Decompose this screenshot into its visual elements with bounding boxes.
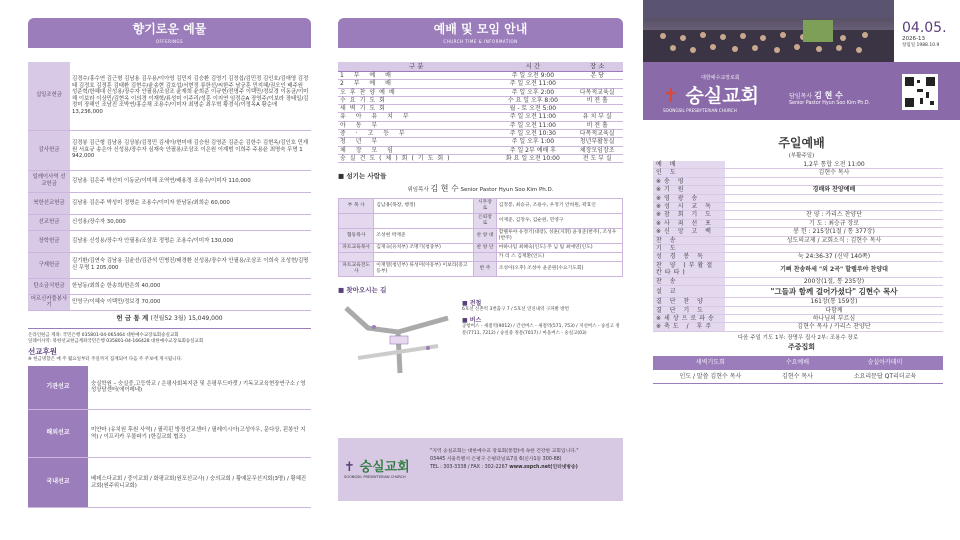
subway-title: 전철: [469, 300, 482, 308]
service-detail: 161장(통 159장): [725, 298, 943, 306]
map-graphic: [338, 298, 456, 376]
service-item: 결 단 기 도: [653, 306, 725, 314]
staff-label: 부 목 사: [339, 199, 374, 214]
schedule-time: 주 일 오후 2:00: [494, 88, 571, 96]
staff-label: 협동목사: [339, 229, 374, 244]
staff-value: 김재숙(유치부) 조명기(청중부): [374, 244, 474, 253]
offering-row: [28, 278, 311, 294]
offering-row: [28, 230, 311, 252]
offerings-header: [28, 18, 311, 48]
staff-value: 김정봉, 최승규, 조용수, 우정기 안희원, 곽효인: [496, 199, 622, 214]
service-item: ※사 죄 선 포: [653, 219, 725, 227]
staff-row: [339, 253, 623, 262]
service-row: [653, 194, 943, 202]
staff-value: [374, 253, 474, 262]
schedule-subtitle: CHURCH TIME & INFORMATION: [443, 39, 518, 44]
service-title: 주일예배: [778, 136, 825, 150]
mission-value: 미얀마 (유치원 후원 사역) / 필리핀 방정선교센터 / 필레이시아(고성아우, 문다상, 핀봉안 지역) / 이프리카 우물파기 (한길교회 협조): [88, 410, 311, 458]
service-detail: 하나님의 부르심: [725, 314, 943, 322]
church-banner: [643, 62, 960, 120]
mission-value: 숭실학원 – 숭실중,고등학교 / 은평사회복지관 및 은평푸드마켓 / 기독교교육현장연구소 / 영성상담센터(에이레네): [88, 366, 311, 410]
schedule-row: [338, 80, 623, 88]
cover-pastor-en: Senior Pastor Hyun Soo Kim Ph.D.: [789, 101, 871, 106]
schedule-row: [338, 105, 623, 113]
service-row: [653, 177, 943, 185]
offering-label: 감사헌금: [28, 130, 70, 170]
schedule-place: 비 전 홀: [571, 121, 623, 129]
total-label: 헌 금 통 계: [116, 314, 149, 323]
offering-row: [28, 62, 311, 130]
schedule-type: 아 동 부: [338, 121, 494, 129]
service-row: [653, 186, 943, 194]
schedule-row: [338, 96, 623, 104]
service-item: 찬 송: [653, 236, 725, 244]
schedule-col-place: 장 소: [571, 62, 623, 72]
schedule-title: 예배 및 모임 안내: [433, 22, 528, 36]
service-detail: 다함께: [725, 306, 943, 314]
service-detail: [725, 245, 943, 253]
schedule-type: 체 장 모 임: [338, 146, 494, 154]
schedule-place: 비 전 홀: [571, 96, 623, 104]
mission-title: 선교후원: [28, 346, 57, 356]
staff-value: [374, 214, 474, 229]
qr-code[interactable]: [902, 74, 938, 110]
footer-logo: [344, 456, 422, 479]
gatherings-table: [653, 356, 943, 384]
staff-label: 찬 양 대: [474, 229, 496, 244]
offering-label: 구제헌금: [28, 252, 70, 278]
schedule-type: 숭실건도(체)회(기도회): [338, 154, 494, 162]
denomination: 대한예수교장로회: [701, 75, 740, 81]
schedule-type: 새벽기도회: [338, 105, 494, 113]
schedule-time: 화 요 일 오전 10:00: [494, 154, 571, 162]
schedule-row: [338, 146, 623, 154]
staff-label: [339, 214, 374, 229]
cross-icon: ✝: [344, 460, 355, 475]
church-name: 숭실교회: [685, 85, 759, 107]
schedule-table: [338, 62, 623, 163]
senior-pastor-line: [338, 183, 623, 194]
offering-label: 일례이사역 선교헌금: [28, 170, 70, 192]
service-item: ※영 광 송: [653, 194, 725, 202]
service-item: ※성 시 교 독: [653, 203, 725, 211]
service-row: [653, 228, 943, 236]
offering-row: [28, 294, 311, 310]
staff-label: 파트교육목사: [339, 244, 374, 253]
service-detail: 김현수 목사: [725, 169, 943, 177]
footer-tel: [430, 464, 618, 472]
footer-motto: "지역 숭실교회는 대한예수교 장로회(통합)에 속한 건강한 교회입니다.": [430, 449, 579, 454]
staff-value: 이재열(청년부) 류성미(아동부) 이보라(중고등부): [374, 262, 474, 277]
mission-label: 국내선교: [28, 458, 88, 508]
schedule-time: 주 일 오전 9:00: [494, 72, 571, 80]
gatherings-row: [653, 370, 943, 384]
offering-total: 13,236,000: [72, 108, 103, 115]
service-row: [653, 245, 943, 253]
schedule-place: 청년부활동실: [571, 138, 623, 146]
schedule-place: 본 당: [571, 72, 623, 80]
schedule-type: 2 부 예 배: [338, 80, 494, 88]
schedule-row: [338, 154, 623, 162]
pastor-label: 위임목사: [407, 187, 429, 194]
offering-value: 김경봉 김근형 김남용 김상봉/김정민 김세아/현미애 김승원 김영준 김준순 김한수 김현옥/김인호 민재원 서효규 송은아 신성용/장수자 심재숙 안필용/조삼조 이은원 이재범 이희주 주용윤 최명숙 무명 1 942,000: [70, 130, 311, 170]
gathering-value: 소요리문답 QT리더교육: [827, 370, 943, 384]
staff-label: 찬 양 단: [474, 244, 496, 253]
cross-icon: ✝: [663, 85, 679, 107]
offering-value: 김남용 김은주 박선미 이동균/이미해 조역연/배용정 조용수/이미자 110,000: [70, 170, 311, 192]
schedule-time: 수 요 일 오후 8:00: [494, 96, 571, 104]
schedule-type: 청 년 부: [338, 138, 494, 146]
account-note: 온라인헌금 계좌: 국민은행 035801-04-065464 대한예수교장로회숭실교회: [28, 332, 179, 338]
founded-date: 창립일 1988.10.9: [902, 43, 940, 48]
church-en: SOONGSIL PRESBYTERIAN CHURCH: [663, 108, 737, 113]
directions-title-text: 찾아오시는 길: [346, 286, 387, 295]
service-item: 예 배: [653, 161, 725, 169]
service-heading: [643, 134, 960, 159]
service-detail: 찬 양 : 카리스 찬양단: [725, 211, 943, 219]
service-row: [653, 211, 943, 219]
service-item: ※참 회 기 도: [653, 211, 725, 219]
schedule-time: 월 - 토 오전 5:00: [494, 105, 571, 113]
service-order-table: [653, 161, 943, 332]
offering-row: [28, 252, 311, 278]
schedule-place: 유 치 부 실: [571, 113, 623, 121]
schedule-type: 오후찬양예배: [338, 88, 494, 96]
mission-table: [28, 366, 311, 509]
staff-row: [339, 244, 623, 253]
mission-row: [28, 410, 311, 458]
service-detail: [725, 194, 943, 202]
service-detail: 눅 24:36-37 (신약 140쪽): [725, 253, 943, 261]
schedule-place: [571, 80, 623, 88]
offerings-subtitle: OFFERINGS: [155, 39, 184, 44]
offering-value: 김기환/김연숙 김남용 김윤선/김관석 민병진/배경환 신성용/장수자 안필용/조삼조 이희숙 조성현/김명신 무명 1 205,000: [70, 252, 311, 278]
gathering-header: 숭실아카데미: [827, 356, 943, 370]
church-logo: [663, 74, 759, 113]
service-item: ※축도 / 후주: [653, 323, 725, 331]
schedule-type: 수요기도회: [338, 96, 494, 104]
offering-value: 민영구/이혜숙 이택만/정보경 70,000: [70, 294, 311, 310]
service-order-body: [653, 161, 943, 331]
mission-value: 베데스다교회 / 중이교회 / 화평교회(원포선교사) / 숭의교회 / 황예문무선지회(3명) / 황혜진교회(원주위니교회): [88, 458, 311, 508]
staff-row: [339, 214, 623, 229]
schedule-row: [338, 130, 623, 138]
schedule-body: [338, 72, 623, 163]
service-item: 찬 양 (부활절 칸타타): [653, 261, 725, 277]
staff-value: 이재준, 김정우, 김순원, 민영구: [496, 214, 622, 229]
service-detail: [725, 203, 943, 211]
cover-pastor-label: 담임목사: [789, 93, 813, 100]
staff-row: [339, 262, 623, 277]
footer-address: 03445 서울특별시 은평구 은평터널로7길 6(신사1동 300-88): [430, 457, 562, 462]
offering-label: 어르신카풀봉사기: [28, 294, 70, 310]
mission-row: [28, 458, 311, 508]
offerings-table: [28, 62, 311, 329]
service-detail: [725, 177, 943, 185]
staff-value: 카 리 스 김재환(인도): [496, 253, 622, 262]
service-item: 기 도: [653, 245, 725, 253]
gathering-value: 김현수 목사: [768, 370, 827, 384]
bus-text: 공항버스 - 새절역(9012) / 간선버스 - 새절역(571, 753) / 지선버스 - 숭실고 정문(7711, 7212) / 숭실중 정문(7017) / 마을버스 - 숭실고(03): [462, 324, 620, 336]
schedule-time: 주 일 오전 10:30: [494, 130, 571, 138]
offering-label: 십일조헌금: [28, 62, 70, 130]
service-row: [653, 253, 943, 261]
offering-label: 북한선교헌금: [28, 192, 70, 214]
schedule-time: 주 일 2부 예배 후: [494, 146, 571, 154]
service-detail: 경배와 찬양예배: [725, 186, 943, 194]
bus-icon: ■ 버스: [462, 317, 482, 325]
service-row: [653, 314, 943, 322]
transit-info: [462, 298, 622, 337]
staff-label: 반 주: [474, 262, 496, 277]
photo-graphic: [643, 0, 894, 62]
staff-label: [474, 253, 496, 262]
service-row: [653, 323, 943, 331]
cover-pastor-name: 김 현 수: [814, 91, 843, 100]
service-item: 성 경 봉 독: [653, 253, 725, 261]
schedule-place: [571, 105, 623, 113]
service-row: [653, 277, 943, 285]
bulletin-date: 04.05.: [902, 20, 947, 36]
directions-block: [338, 298, 623, 376]
bulletin-date-block: [894, 0, 960, 62]
gatherings-header-row: [653, 356, 943, 370]
service-detail: 1,2부 통합 오전 11:00: [725, 161, 943, 169]
schedule-row: [338, 88, 623, 96]
service-subtitle: (부활주일): [788, 153, 815, 159]
directions-title: ■ 찾아오시는 길: [338, 286, 387, 295]
staff-title: ■ 섬기는 사람들: [338, 172, 387, 181]
schedule-place: 다목적교육실: [571, 130, 623, 138]
offering-value: 신성용/장수자 30,000: [70, 214, 311, 230]
bulletin-issue: 2026-13: [902, 36, 925, 42]
offerings-panel: [28, 0, 311, 510]
staff-value: 조성현 박재준: [374, 229, 474, 244]
footer-info: [430, 448, 618, 472]
staff-label: 파트교육전도사: [339, 262, 374, 277]
staff-value: 마하나임 최혜숙(인도) 주 님 팀 최애연(인도): [496, 244, 622, 253]
offering-label: 탄소금식헌금: [28, 278, 70, 294]
service-detail: 봉 헌 : 215장(1절 / 통 377장): [725, 228, 943, 236]
schedule-time: 주 일 오후 1:00: [494, 138, 571, 146]
mission-label: 기관선교: [28, 366, 88, 410]
staff-body: [339, 199, 623, 277]
staff-value: 조성아(오후) 조성아 윤준원(수요기도회): [496, 262, 622, 277]
account-note-2: 일례이사역: 북한선교헌금계좌국민은행 035801-04-166428 대한예수교장로회숭실교회: [28, 338, 204, 344]
cover-panel: [643, 0, 960, 510]
service-row: [653, 298, 943, 306]
footer-church-en: SOONGSIL PRESBYTERIAN CHURCH: [344, 475, 406, 479]
schedule-row: [338, 138, 623, 146]
congregation-photo: [643, 0, 960, 62]
schedule-row: [338, 113, 623, 121]
schedule-time: 주 일 오전 11:00: [494, 121, 571, 129]
staff-label: 시무장로: [474, 199, 496, 214]
service-item: 설 교: [653, 286, 725, 298]
subway-icon: ■ 전철: [462, 300, 482, 308]
offering-value: 김남용 김은주 박성미 정명순 조용수/이미자 한남동/최희순 60,000: [70, 192, 311, 214]
schedule-type: 중 · 고 등 부: [338, 130, 494, 138]
staff-label: [339, 253, 374, 262]
offering-row: [28, 214, 311, 230]
staff-title-text: 섬기는 사람들: [346, 172, 387, 181]
service-row: [653, 219, 943, 227]
staff-row: [339, 199, 623, 214]
service-detail: 200장(1절, 통 235장): [725, 277, 943, 285]
service-item: ※세상으로파송: [653, 314, 725, 322]
pastor-en: Senior Pastor Hyun Soo Kim Ph.D.: [460, 187, 554, 194]
service-detail: "그들과 함께 걸어가셨다" 김현수 목사: [725, 286, 943, 298]
schedule-row: [338, 72, 623, 80]
next-week-duty: 다음 주일 기도 1부: 장명우 집사 2부: 조용수 장로: [737, 334, 859, 341]
footer-church-name: 숭실교회: [359, 460, 410, 475]
schedule-type: 유 아 유 치 부: [338, 113, 494, 121]
service-row: [653, 169, 943, 177]
service-row: [653, 261, 943, 277]
service-row: [653, 236, 943, 244]
staff-value: 김남용(목장, 행정): [374, 199, 474, 214]
service-item: 찬 송: [653, 277, 725, 285]
schedule-place: 전 도 부 실: [571, 154, 623, 162]
church-footer: [338, 438, 623, 501]
service-detail: 김현수 목사 / 카리스 찬양단: [725, 323, 943, 331]
staff-table: [338, 198, 623, 277]
mission-label: 해외선교: [28, 410, 88, 458]
bus-title: 버스: [469, 317, 482, 325]
qr-icon: [905, 77, 935, 107]
gatherings-title: 주중집회: [787, 342, 816, 351]
offering-row: [28, 170, 311, 192]
schedule-place: 다목적교육실: [571, 88, 623, 96]
service-item: 인 도: [653, 169, 725, 177]
schedule-panel: [338, 0, 623, 510]
pastor-block: [789, 90, 899, 106]
offering-label: 선교헌금: [28, 214, 70, 230]
mission-row: [28, 366, 311, 410]
staff-row: [339, 229, 623, 244]
staff-label: 은퇴장로: [474, 214, 496, 229]
offering-label: 장학헌금: [28, 230, 70, 252]
service-item: ※송 영: [653, 177, 725, 185]
offering-value: 김경수/홍수연 김근형 김남용 김우용/이아영 김민지 김승환 김영기 김정섭/김민정 김인호/김애영 김정태 김정호 김정훈 김태환 김현수/윤송현 김호섭/서현정 류한선/씨한주 남궁훈 민지혜/권오인 배주원 성준혁/한혜대 신성용/장수자 안필용/조삼조 윤재희 윤희준 이규현/전명주 이택만/정보경 이동균/이미해 이보라 이상민/김현옥 이의경 이재혁/류성미 이주리/성훈 이지연 임정순A 장영주/이보라 장태일/김정미 장해인 조남진 조박연/홍순채 조용수/이미자 최명순 최우혁 황경식/이정옥A 황순애: [72, 75, 309, 109]
service-row: [653, 286, 943, 298]
service-item: ※신 앙 고 백: [653, 228, 725, 236]
schedule-row: [338, 121, 623, 129]
schedule-time: 주 일 오전 11:00: [494, 113, 571, 121]
service-item: ※기 원: [653, 186, 725, 194]
service-detail: 성도의교제 / 교회소식 : 김현수 목사: [725, 236, 943, 244]
service-detail: 기 도 : 최승규 장로: [725, 219, 943, 227]
account-note-3: ※ 헌금명할은 매 주 월요일부터 주일까지 집계되어 다음 주 주보에 게시됩니다.: [28, 356, 183, 362]
offerings-title: 향기로운 예물: [132, 22, 207, 36]
schedule-header: [338, 18, 623, 48]
gathering-header: 수요예배: [768, 356, 827, 370]
offering-row: [28, 192, 311, 214]
schedule-type: 1 부 예 배: [338, 72, 494, 80]
schedule-place: 체장모임장조: [571, 146, 623, 154]
schedule-col-time: 시 간: [494, 62, 571, 72]
total-note: (전월52 3월): [150, 315, 186, 323]
service-detail: 기뻐 찬송하세 "외 2곡" 할렐루야 찬양대: [725, 261, 943, 277]
pastor-name: 김 현 수: [430, 184, 459, 194]
schedule-col-type: 구 분: [338, 62, 494, 72]
schedule-header-row: [338, 62, 623, 72]
gathering-value: 인도 / 말씀 김현수 목사: [653, 370, 768, 384]
offering-value: 한남동/최희순 한송희/한은희 40,000: [70, 278, 311, 294]
service-item: 결 단 찬 양: [653, 298, 725, 306]
offering-total-row: [28, 310, 311, 328]
service-row: [653, 306, 943, 314]
offering-value: 김남용 신성용/장수자 안필용/조삼조 정명순 조용수/이미자 130,000: [70, 230, 311, 252]
service-row: [653, 203, 943, 211]
staff-value: 할렐루야 유정기(대장), 성훈(지휘) 윤경준(반주), 조성우(반주): [496, 229, 622, 244]
total-value: 15,049,000: [188, 315, 223, 323]
subway-text: 6호선 신촌역 3번출구 7 / 5호선 연신내역 구파발 방면: [462, 307, 570, 313]
offering-row: [28, 130, 311, 170]
footer-web[interactable]: www.sspch.net(인터넷방송): [509, 465, 578, 470]
service-row: [653, 161, 943, 169]
schedule-time: 주 일 오전 11:00: [494, 80, 571, 88]
footer-tel-text: TEL : 303-3338 / FAX : 302-2267: [430, 465, 508, 470]
gathering-header: 새벽기도회: [653, 356, 768, 370]
